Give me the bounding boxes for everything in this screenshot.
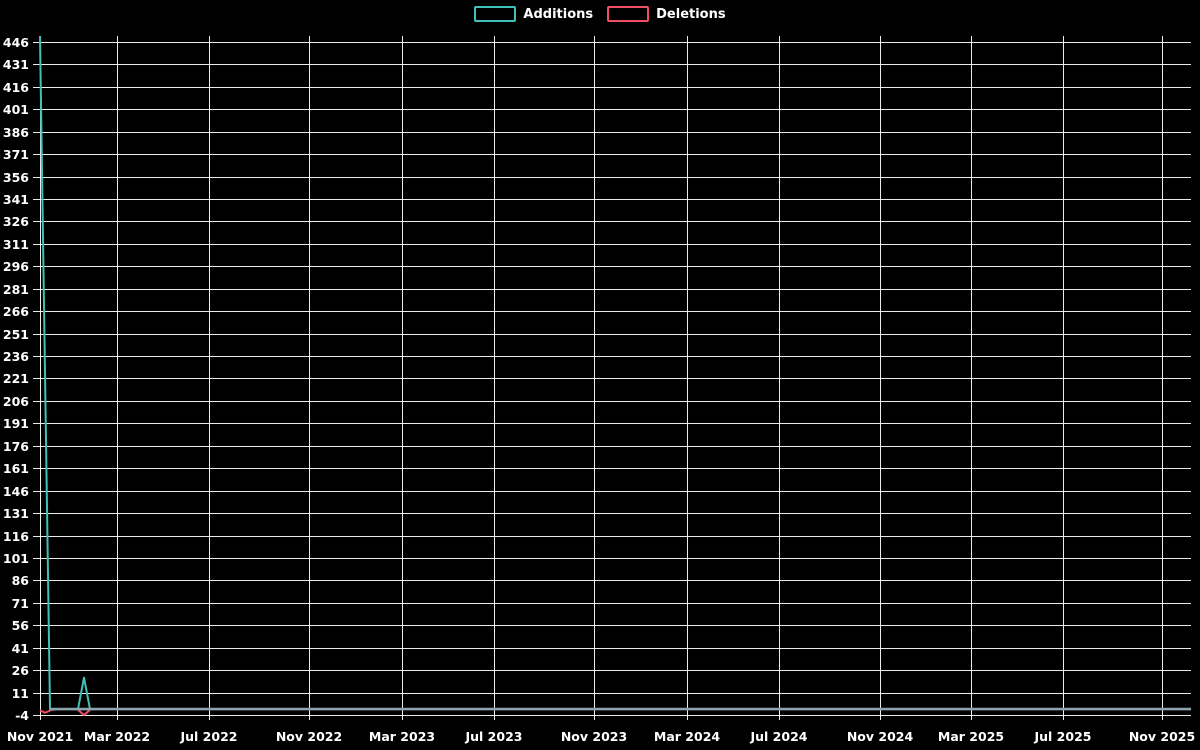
y-tick-label: 326	[2, 214, 29, 229]
x-tick-label: Jul 2023	[465, 729, 523, 744]
y-tick-label: 401	[2, 102, 29, 117]
x-tick-label: Nov 2024	[846, 729, 914, 744]
y-tick-label: 416	[2, 80, 29, 95]
y-tick-label: 191	[2, 416, 29, 431]
y-tick-label: 431	[2, 57, 29, 72]
x-tick-label: Nov 2025	[1128, 729, 1196, 744]
x-tick-label: Nov 2021	[6, 729, 74, 744]
y-tick-label: 206	[2, 394, 29, 409]
y-tick-label: 131	[2, 506, 29, 521]
y-tick-label: 41	[11, 641, 29, 656]
y-tick-label: 221	[2, 371, 29, 386]
y-tick-label: 386	[2, 125, 29, 140]
x-tick-label: Mar 2022	[83, 729, 151, 744]
y-tick-label: 176	[2, 439, 29, 454]
legend-item-additions[interactable]	[474, 6, 593, 22]
x-tick-label: Jul 2022	[180, 729, 238, 744]
y-tick-label: 26	[11, 663, 29, 678]
legend-label-additions: Additions	[523, 6, 594, 22]
legend-label-deletions: Deletions	[656, 6, 726, 22]
y-tick-label: 161	[2, 461, 29, 476]
y-tick-label: 266	[2, 304, 29, 319]
y-tick-label: 311	[2, 237, 29, 252]
y-tick-label: 281	[2, 282, 29, 297]
x-tick-label: Mar 2023	[368, 729, 436, 744]
y-tick-label: 101	[2, 551, 29, 566]
y-tick-label: 86	[11, 573, 29, 588]
y-tick-label: 251	[2, 327, 29, 342]
x-tick-label: Nov 2022	[275, 729, 343, 744]
additions-line	[40, 36, 1191, 709]
chart-legend	[0, 6, 1200, 22]
y-tick-label: 11	[11, 686, 29, 701]
y-tick-label: 71	[11, 596, 29, 611]
y-tick-label: 146	[2, 484, 29, 499]
x-tick-label: Jul 2024	[750, 729, 808, 744]
x-tick-label: Mar 2025	[937, 729, 1005, 744]
y-tick-label: 356	[2, 170, 29, 185]
x-tick-label: Nov 2023	[560, 729, 628, 744]
x-tick-label: Jul 2025	[1034, 729, 1092, 744]
legend-item-deletions[interactable]	[607, 6, 725, 22]
y-tick-label: 116	[2, 529, 29, 544]
deletions-swatch-icon	[607, 6, 649, 22]
y-tick-label: 236	[2, 349, 29, 364]
y-tick-label: 446	[2, 35, 29, 50]
y-tick-label: 371	[2, 147, 29, 162]
y-tick-label: 56	[11, 618, 29, 633]
y-tick-label: 296	[2, 259, 29, 274]
y-tick-label: -4	[15, 708, 29, 723]
additions-swatch-icon	[474, 6, 516, 22]
x-tick-label: Mar 2024	[653, 729, 721, 744]
y-tick-label: 341	[2, 192, 29, 207]
